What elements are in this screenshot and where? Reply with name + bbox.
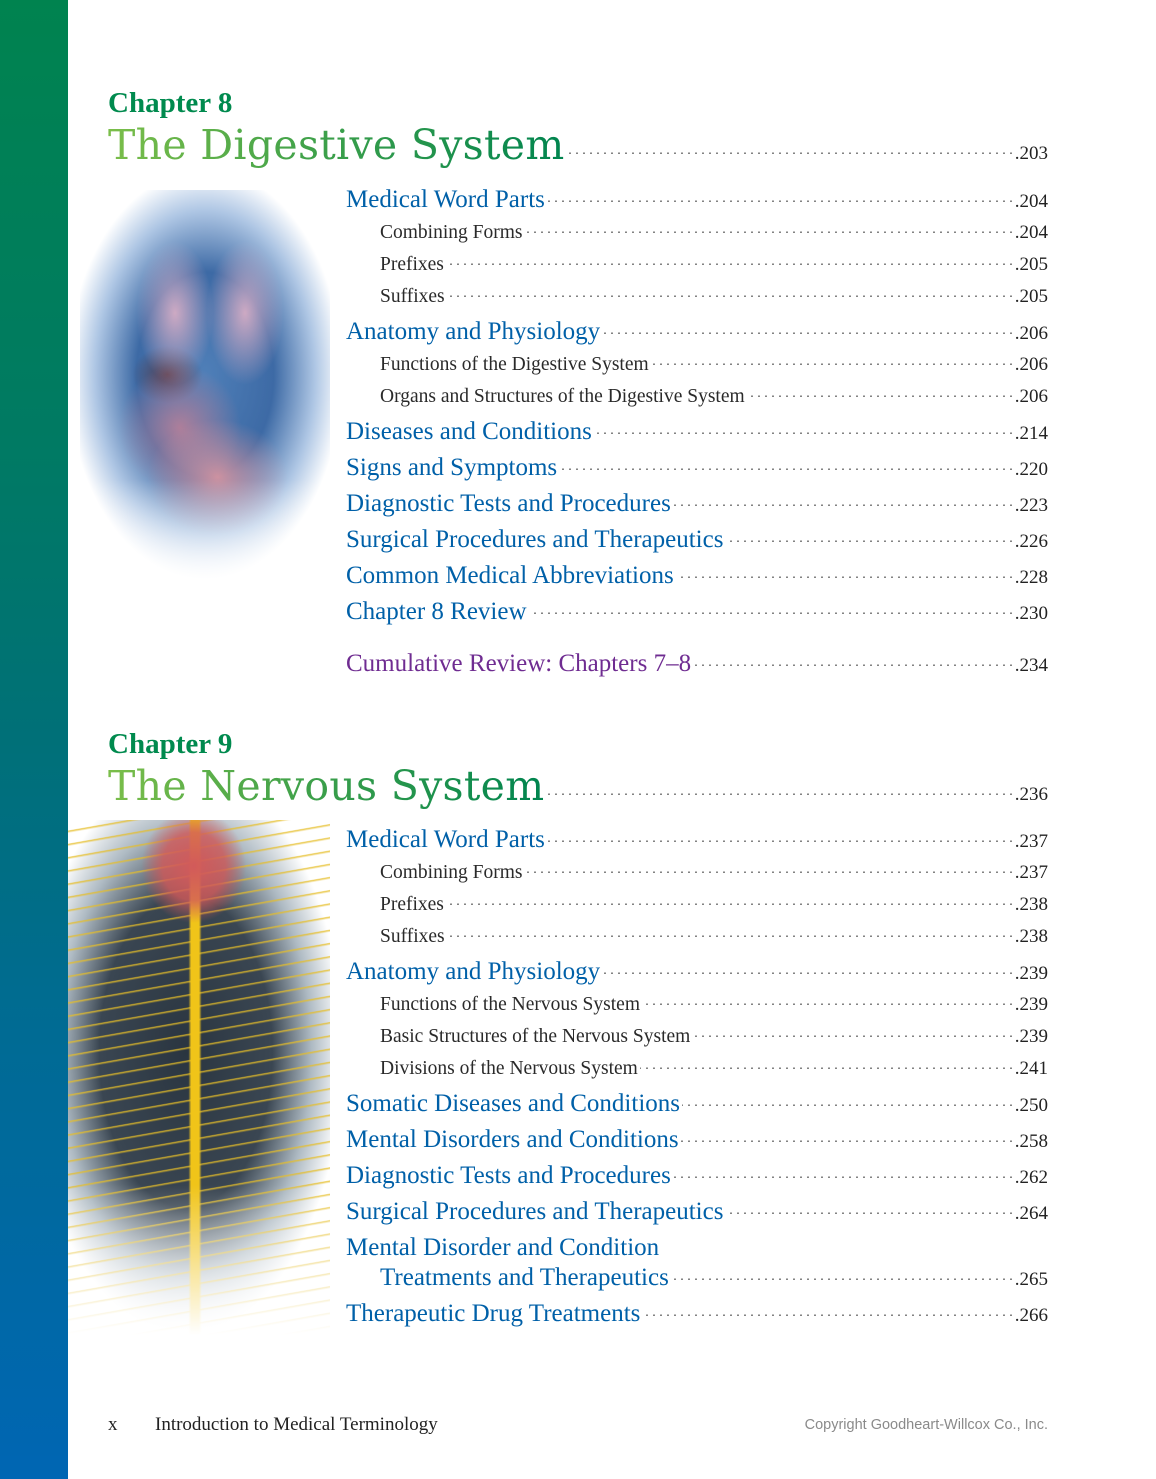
toc-entry[interactable] bbox=[346, 1126, 1048, 1162]
toc-subentry[interactable] bbox=[346, 286, 1048, 318]
dot-leader bbox=[673, 495, 1013, 511]
page-number: .214 bbox=[1014, 423, 1048, 444]
toc-entry-label: Common Medical Abbreviations bbox=[346, 562, 674, 589]
toc-entry[interactable] bbox=[346, 598, 1048, 634]
page-number: .258 bbox=[1014, 1131, 1048, 1152]
page-number: .264 bbox=[1014, 1203, 1048, 1224]
toc-entry[interactable] bbox=[346, 454, 1048, 490]
toc-entry-label: Surgical Procedures and Therapeutics bbox=[346, 1198, 724, 1225]
toc-entry-label: Medical Word Parts bbox=[346, 826, 545, 853]
dot-leader bbox=[692, 1026, 1012, 1042]
toc-entry[interactable] bbox=[346, 1198, 1048, 1234]
toc-entry[interactable] bbox=[346, 958, 1048, 994]
chapter-8-toc bbox=[346, 186, 1048, 686]
toc-subentry[interactable] bbox=[346, 994, 1048, 1026]
toc-subentry[interactable] bbox=[346, 254, 1048, 286]
page-number: .226 bbox=[1014, 531, 1048, 552]
spacer bbox=[346, 634, 1048, 650]
digestive-system-anatomy-image bbox=[80, 190, 330, 600]
chapter-label: Chapter 9 bbox=[108, 728, 233, 760]
page-number: .238 bbox=[1014, 894, 1048, 915]
toc-entry-wrapped-line2[interactable] bbox=[346, 1264, 1048, 1300]
page-number: .238 bbox=[1014, 926, 1048, 947]
toc-entry-label: Suffixes bbox=[380, 286, 445, 307]
toc-subentry[interactable] bbox=[346, 354, 1048, 386]
toc-entry[interactable] bbox=[346, 1090, 1048, 1126]
dot-leader bbox=[642, 994, 1013, 1010]
toc-subentry[interactable] bbox=[346, 222, 1048, 254]
page-number: .206 bbox=[1014, 386, 1048, 407]
toc-entry-label: Suffixes bbox=[380, 926, 445, 947]
toc-entry[interactable] bbox=[346, 186, 1048, 222]
dot-leader bbox=[602, 963, 1013, 979]
toc-subentry[interactable] bbox=[346, 926, 1048, 958]
page-number: .237 bbox=[1014, 831, 1048, 852]
page-number: .230 bbox=[1014, 603, 1048, 624]
page-number: .228 bbox=[1014, 567, 1048, 588]
dot-leader bbox=[524, 222, 1012, 238]
toc-entry[interactable] bbox=[346, 826, 1048, 862]
dot-leader bbox=[642, 1305, 1012, 1321]
page-number: .241 bbox=[1014, 1058, 1048, 1079]
page-number: .205 bbox=[1014, 286, 1048, 307]
dot-leader bbox=[681, 1131, 1013, 1147]
dot-leader bbox=[676, 567, 1013, 583]
toc-entry-label: Prefixes bbox=[380, 254, 444, 275]
dot-leader bbox=[447, 286, 1013, 302]
dot-leader bbox=[602, 323, 1013, 339]
dot-leader bbox=[546, 784, 1012, 800]
dot-leader bbox=[651, 354, 1013, 370]
chapter-label: Chapter 8 bbox=[108, 87, 233, 119]
dot-leader bbox=[559, 459, 1013, 475]
toc-entry-label: Organs and Structures of the Digestive System bbox=[380, 386, 745, 407]
toc-entry-label: Surgical Procedures and Therapeutics bbox=[346, 526, 724, 553]
chapter-title: The Nervous System bbox=[108, 762, 545, 810]
toc-entry-label: Combining Forms bbox=[380, 222, 523, 243]
toc-entry-label: Anatomy and Physiology bbox=[346, 318, 601, 345]
page-number: .266 bbox=[1014, 1305, 1048, 1326]
dot-leader bbox=[446, 254, 1013, 270]
chapter-title-row[interactable] bbox=[108, 120, 1048, 172]
toc-entry-wrapped-line1[interactable] bbox=[346, 1234, 1048, 1264]
color-sidebar-strip bbox=[0, 0, 68, 1479]
page-number: .220 bbox=[1014, 459, 1048, 480]
toc-entry[interactable] bbox=[346, 318, 1048, 354]
page-number: .223 bbox=[1014, 495, 1048, 516]
dot-leader bbox=[640, 1058, 1013, 1074]
toc-entry[interactable] bbox=[346, 1162, 1048, 1198]
toc-entry[interactable] bbox=[346, 490, 1048, 526]
dot-leader bbox=[529, 603, 1013, 619]
toc-entry-label: Diseases and Conditions bbox=[346, 418, 592, 445]
page-number: .205 bbox=[1014, 254, 1048, 275]
page-number: .203 bbox=[1014, 143, 1048, 164]
toc-entry[interactable] bbox=[346, 1300, 1048, 1336]
toc-entry-label: Prefixes bbox=[380, 894, 444, 915]
copyright-notice: Copyright Goodheart-Willcox Co., Inc. bbox=[804, 1417, 1048, 1433]
page-footer bbox=[108, 1414, 1048, 1438]
dot-leader bbox=[682, 1095, 1013, 1111]
page-number: .239 bbox=[1014, 994, 1048, 1015]
page-number: .239 bbox=[1014, 1026, 1048, 1047]
dot-leader bbox=[594, 423, 1013, 439]
dot-leader bbox=[673, 1167, 1013, 1183]
page-number: .234 bbox=[1014, 655, 1048, 676]
page-number: .237 bbox=[1014, 862, 1048, 883]
toc-subentry[interactable] bbox=[346, 862, 1048, 894]
dot-leader bbox=[747, 386, 1013, 402]
cumulative-review-entry[interactable] bbox=[346, 650, 1048, 686]
page-number: .206 bbox=[1014, 354, 1048, 375]
dot-leader bbox=[567, 143, 1013, 159]
dot-leader bbox=[725, 531, 1012, 547]
dot-leader bbox=[693, 655, 1013, 671]
toc-entry-label: Somatic Diseases and Conditions bbox=[346, 1090, 680, 1117]
toc-entry-label: Anatomy and Physiology bbox=[346, 958, 601, 985]
toc-entry-label: Divisions of the Nervous System bbox=[380, 1058, 638, 1079]
toc-entry-label: Treatments and Therapeutics bbox=[380, 1264, 669, 1291]
toc-entry-label: Therapeutic Drug Treatments bbox=[346, 1300, 641, 1327]
toc-entry-label: Signs and Symptoms bbox=[346, 454, 558, 481]
toc-subentry[interactable] bbox=[346, 1058, 1048, 1090]
chapter-title: The Digestive System bbox=[108, 121, 565, 169]
chapter-9-toc bbox=[346, 826, 1048, 1336]
toc-subentry[interactable] bbox=[346, 1026, 1048, 1058]
toc-entry-label: Medical Word Parts bbox=[346, 186, 545, 213]
dot-leader bbox=[446, 894, 1013, 910]
toc-entry-label: Functions of the Digestive System bbox=[380, 354, 649, 375]
page-number: .265 bbox=[1014, 1269, 1048, 1290]
running-book-title: Introduction to Medical Terminology bbox=[155, 1414, 438, 1435]
chapter-8-header bbox=[108, 86, 1048, 172]
dot-leader bbox=[547, 831, 1013, 847]
toc-entry-label: Chapter 8 Review bbox=[346, 598, 527, 625]
dot-leader bbox=[725, 1203, 1012, 1219]
dot-leader bbox=[447, 926, 1013, 942]
toc-entry-label: Combining Forms bbox=[380, 862, 523, 883]
page-number: .250 bbox=[1014, 1095, 1048, 1116]
page-number: .262 bbox=[1014, 1167, 1048, 1188]
dot-leader bbox=[671, 1269, 1013, 1285]
toc-entry-label: Basic Structures of the Nervous System bbox=[380, 1026, 691, 1047]
page-number: .206 bbox=[1014, 323, 1048, 344]
toc-entry-label: Functions of the Nervous System bbox=[380, 994, 640, 1015]
dot-leader bbox=[547, 191, 1013, 207]
page-number: .236 bbox=[1014, 784, 1048, 805]
toc-entry-label: Mental Disorder and Condition bbox=[346, 1234, 660, 1261]
toc-entry-label: Diagnostic Tests and Procedures bbox=[346, 490, 671, 517]
page-number: .204 bbox=[1014, 222, 1048, 243]
toc-entry-label: Cumulative Review: Chapters 7–8 bbox=[346, 650, 692, 677]
toc-entry[interactable] bbox=[346, 418, 1048, 454]
toc-entry[interactable] bbox=[346, 526, 1048, 562]
toc-entry-label: Diagnostic Tests and Procedures bbox=[346, 1162, 671, 1189]
toc-entry-label: Mental Disorders and Conditions bbox=[346, 1126, 679, 1153]
dot-leader bbox=[524, 862, 1012, 878]
chapter-title-row[interactable] bbox=[108, 761, 1048, 813]
nervous-system-anatomy-image bbox=[68, 820, 330, 1335]
toc-subentry[interactable] bbox=[346, 386, 1048, 418]
toc-entry[interactable] bbox=[346, 562, 1048, 598]
toc-subentry[interactable] bbox=[346, 894, 1048, 926]
folio-page-number: x bbox=[108, 1414, 118, 1435]
chapter-9-header bbox=[108, 727, 1048, 813]
page-number: .239 bbox=[1014, 963, 1048, 984]
page-number: .204 bbox=[1014, 191, 1048, 212]
